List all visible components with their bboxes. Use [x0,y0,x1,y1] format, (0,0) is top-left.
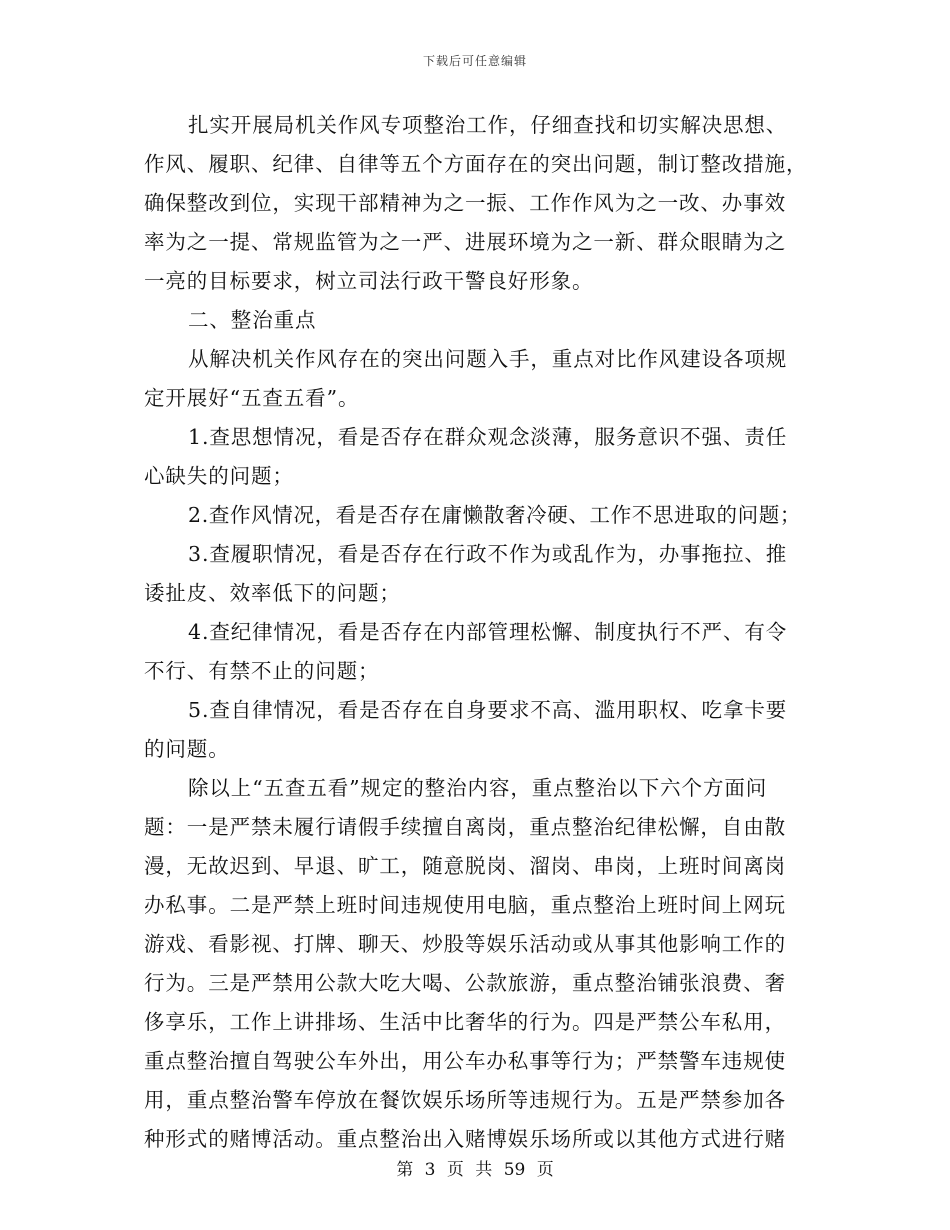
page-header: 下载后可任意编辑 [422,54,527,68]
list-item-line: 1.查思想情况，看是否存在群众观念淡薄，服务意识不强、责任 [188,425,788,449]
text-line: 题：一是严禁未履行请假手续擅自离岗，重点整治纪律松懈，自由散 [144,815,786,839]
list-item-line: 心缺失的问题； [144,464,294,488]
text-line: 漫，无故迟到、早退、旷工，随意脱岗、溜岗、串岗，上班时间离岗 [144,854,786,878]
text-line: 用，重点整治警车停放在餐饮娱乐场所等违规行为。五是严禁参加各 [144,1088,786,1112]
text-line: 确保整改到位，实现干部精神为之一振、工作作风为之一改、办事效 [144,191,786,215]
text-line: 定开展好“五查五看”。 [144,386,360,410]
text-line: 重点整治擅自驾驶公车外出，用公车办私事等行为；严禁警车违规使 [144,1049,786,1073]
list-item-line: 诿扯皮、效率低下的问题； [144,581,401,605]
text-line: 扎实开展局机关作风专项整治工作，仔细查找和切实解决思想、 [188,113,788,137]
list-item-line: 2.查作风情况，看是否存在庸懒散奢冷硬、工作不思进取的问题； [188,503,802,527]
list-item-line: 的问题。 [144,737,230,761]
text-line: 侈享乐，工作上讲排场、生活中比奢华的行为。四是严禁公车私用， [144,1010,786,1034]
text-line: 种形式的赌博活动。重点整治出入赌博娱乐场所或以其他方式进行赌 [144,1127,786,1151]
document-body [144,106,808,1159]
text-line: 从解决机关作风存在的突出问题入手，重点对比作风建设各项规 [188,347,788,371]
text-line: 作风、履职、纪律、自律等五个方面存在的突出问题，制订整改措施， [144,152,808,176]
text-line: 率为之一提、常规监管为之一严、进展环境为之一新、群众眼睛为之 [144,230,786,254]
text-line: 游戏、看影视、打牌、聊天、炒股等娱乐活动或从事其他影响工作的 [144,932,786,956]
page-footer: 第 3 页 共 59 页 [396,1160,554,1180]
text-line: 办私事。二是严禁上班时间违规使用电脑，重点整治上班时间上网玩 [144,893,786,917]
text-line: 一亮的目标要求，树立司法行政干警良好形象。 [144,269,594,293]
list-item-line: 3.查履职情况，看是否存在行政不作为或乱作为，办事拖拉、推 [188,542,788,566]
section-heading: 二、整治重点 [188,308,317,332]
list-item-line: 4.查纪律情况，看是否存在内部管理松懈、制度执行不严、有令 [188,620,788,644]
text-line: 除以上“五查五看”规定的整治内容，重点整治以下六个方面问 [188,776,768,800]
list-item-line: 5.查自律情况，看是否存在自身要求不高、滥用职权、吃拿卡要 [188,698,788,722]
text-line: 行为。三是严禁用公款大吃大喝、公款旅游，重点整治铺张浪费、奢 [144,971,786,995]
list-item-line: 不行、有禁不止的问题； [144,659,380,683]
